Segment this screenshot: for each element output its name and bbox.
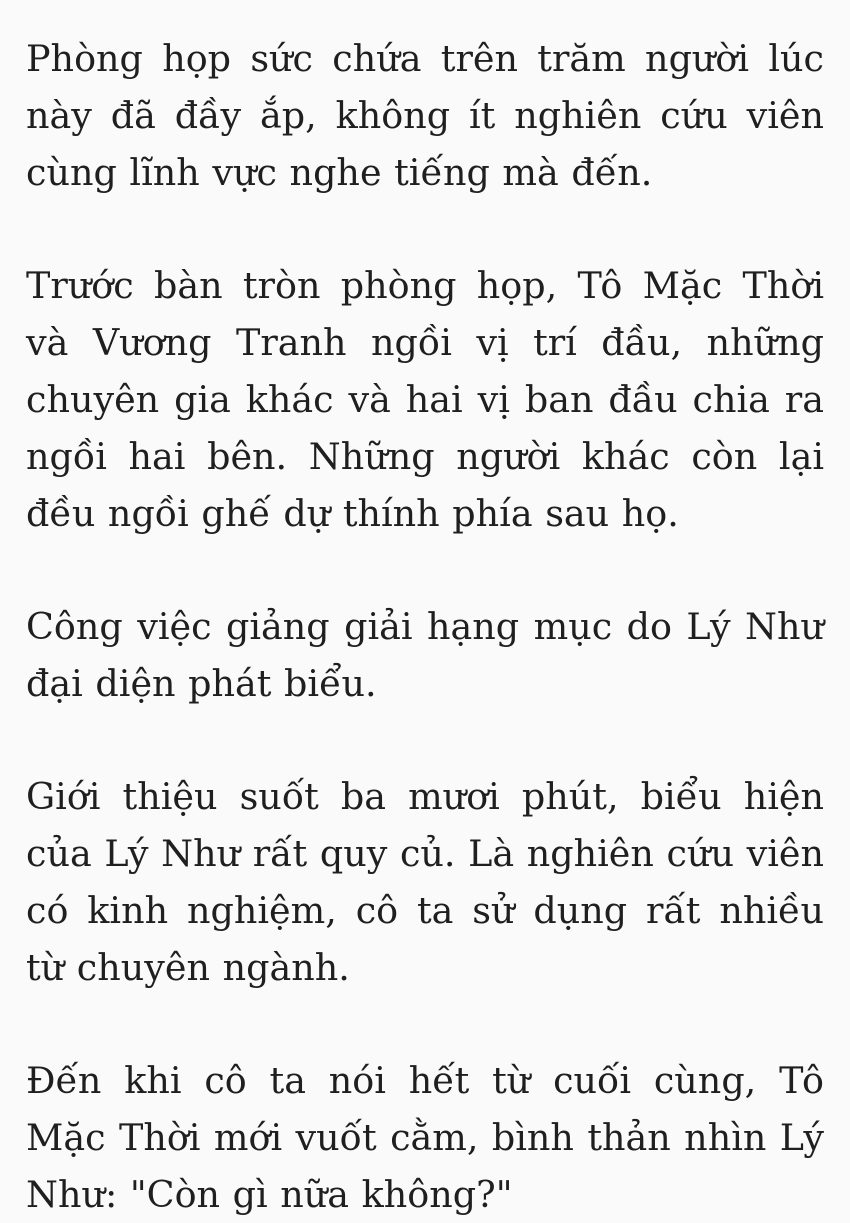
paragraph-3: Công việc giảng giải hạng mục do Lý Như đại diện phát biểu. [26,605,824,705]
paragraph-1: Phòng họp sức chứa trên trăm người lúc này đã đầy ắp, không ít nghiên cứu viên cùng lĩnh vực nghe tiếng mà đến. [26,37,824,194]
paragraph-2: Trước bàn tròn phòng họp, Tô Mặc Thời và Vương Tranh ngồi vị trí đầu, những chuyên gia khác và hai vị ban đầu chia ra ngồi hai bên. Những người khác còn lại đều ngồi ghế dự thính phía sau họ. [26,264,824,535]
paragraph-5: Đến khi cô ta nói hết từ cuối cùng, Tô Mặc Thời mới vuốt cằm, bình thản nhìn Lý Như: "Còn gì nữa không?" [26,1059,824,1216]
paragraph-4: Giới thiệu suốt ba mươi phút, biểu hiện của Lý Như rất quy củ. Là nghiên cứu viên có kinh nghiệm, cô ta sử dụng rất nhiều từ chuyên ngành. [26,775,824,989]
